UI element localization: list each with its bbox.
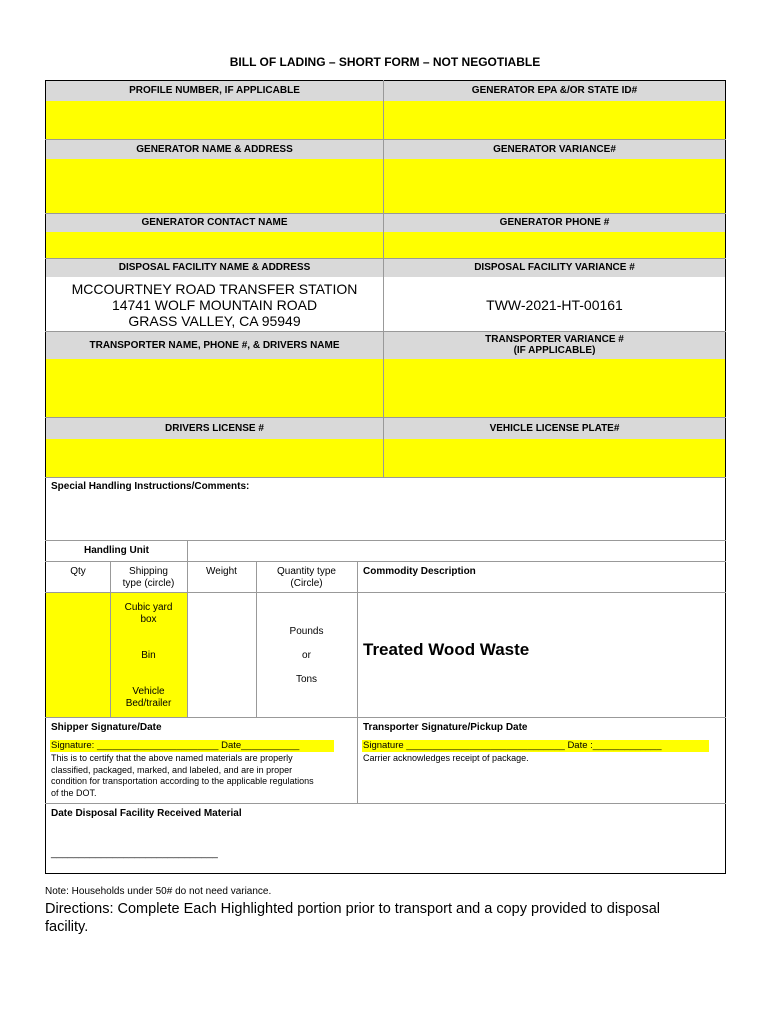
- shipper-certification: [51, 753, 356, 799]
- hline-331: [45, 331, 726, 332]
- weight-label: Weight: [206, 566, 237, 577]
- date-received-line[interactable]: ______________________________: [51, 848, 218, 859]
- certify-line-1: This is to certify that the above named materials are properly: [51, 753, 293, 763]
- hline-139: [45, 139, 726, 140]
- generator-contact-field[interactable]: [46, 232, 383, 258]
- option-or: or: [302, 650, 311, 661]
- shipping-line-2: type (circle): [122, 578, 175, 589]
- header-disposal-facility: DISPOSAL FACILITY NAME & ADDRESS: [46, 258, 383, 277]
- header-disposal-variance: DISPOSAL FACILITY VARIANCE #: [384, 258, 725, 277]
- vehicle-plate-field[interactable]: [384, 439, 725, 477]
- hline-213: [45, 213, 726, 214]
- cubic-line-2: box: [140, 614, 157, 625]
- transporter-heading: Transporter Signature/Pickup Date: [363, 722, 528, 733]
- transporter-signature-line: Signature ______________________________ Date :_____________: [363, 740, 662, 751]
- commodity-value: Treated Wood Waste: [363, 640, 530, 659]
- hline-803: [45, 803, 726, 804]
- disposal-variance-value: TWW-2021-HT-00161: [486, 297, 623, 313]
- qty-label: Qty: [70, 566, 86, 577]
- option-cubic-yard-box[interactable]: [110, 602, 187, 626]
- hline-717: [45, 717, 726, 718]
- shipping-type-label: [110, 566, 187, 590]
- vline-357: [357, 561, 358, 803]
- commodity-label: Commodity Description: [363, 566, 476, 577]
- header-drivers-license: DRIVERS LICENSE #: [46, 417, 383, 439]
- transporter-variance-field[interactable]: [384, 359, 725, 417]
- vline-110: [110, 561, 111, 717]
- header-generator-contact: GENERATOR CONTACT NAME: [46, 213, 383, 232]
- profile-number-field[interactable]: [46, 101, 383, 139]
- header-generator-phone: GENERATOR PHONE #: [384, 213, 725, 232]
- hline-477: [45, 477, 726, 478]
- hline-258: [45, 258, 726, 259]
- hline-417: [45, 417, 726, 418]
- quantity-line-2: (Circle): [290, 578, 323, 589]
- certify-line-4: of the DOT.: [51, 787, 97, 798]
- header-generator-variance: GENERATOR VARIANCE#: [384, 139, 725, 159]
- households-note: Note: Households under 50# do not need variance.: [45, 886, 272, 897]
- cubic-line-1: Cubic yard: [124, 602, 173, 613]
- transporter-name-field[interactable]: [46, 359, 383, 417]
- option-tons[interactable]: Tons: [295, 674, 318, 685]
- disposal-line-1: MCCOURTNEY ROAD TRANSFER STATION: [71, 281, 358, 297]
- generator-name-field[interactable]: [46, 159, 383, 213]
- header-transporter-variance: [384, 331, 725, 359]
- option-bin[interactable]: Bin: [141, 650, 156, 661]
- handling-unit-label: Handling Unit: [84, 545, 149, 556]
- shipper-heading: Shipper Signature/Date: [51, 722, 162, 733]
- hline-592: [45, 592, 726, 593]
- border-top: [45, 80, 726, 81]
- certify-line-3: condition for transportation according to the applicable regulations: [51, 776, 314, 786]
- border-bottom: [45, 873, 726, 874]
- header-transporter-name: TRANSPORTER NAME, PHONE #, & DRIVERS NAME: [46, 331, 383, 359]
- date-received-heading: Date Disposal Facility Received Material: [51, 808, 242, 819]
- special-handling-label: Special Handling Instructions/Comments:: [51, 481, 250, 492]
- header-generator-name: GENERATOR NAME & ADDRESS: [46, 139, 383, 159]
- disposal-line-2: 14741 WOLF MOUNTAIN ROAD: [111, 297, 318, 313]
- generator-epa-field[interactable]: [384, 101, 725, 139]
- certify-line-2: classified, packaged, marked, and labeled, and are in proper: [51, 764, 293, 775]
- form-title: BILL OF LADING – SHORT FORM – NOT NEGOTIABLE: [229, 55, 541, 69]
- option-vehicle-bed[interactable]: [110, 686, 187, 710]
- shipper-signature-line: Signature: _______________________ Date___________: [51, 740, 300, 751]
- generator-variance-field[interactable]: [384, 159, 725, 213]
- disposal-line-3: GRASS VALLEY, CA 95949: [128, 313, 301, 329]
- header-profile-number: PROFILE NUMBER, IF APPLICABLE: [46, 80, 383, 101]
- directions-line-2: facility.: [45, 919, 89, 935]
- option-pounds[interactable]: Pounds: [289, 626, 324, 637]
- header-vehicle-plate: VEHICLE LICENSE PLATE#: [384, 417, 725, 439]
- vehicle-line-1: Vehicle: [132, 686, 165, 697]
- transporter-variance-line-2: (IF APPLICABLE): [513, 345, 596, 356]
- directions-line-1: Directions: Complete Each Highlighted portion prior to transport and a copy provided to disposal: [45, 901, 660, 917]
- carrier-acknowledgement: Carrier acknowledges receipt of package.: [363, 753, 529, 763]
- qty-field[interactable]: [46, 593, 110, 717]
- hline-561: [45, 561, 726, 562]
- generator-phone-field[interactable]: [384, 232, 725, 258]
- transporter-variance-line-1: TRANSPORTER VARIANCE #: [485, 334, 624, 345]
- directions: [45, 900, 735, 936]
- shipping-line-1: Shipping: [129, 566, 168, 577]
- header-generator-epa: GENERATOR EPA &/OR STATE ID#: [384, 80, 725, 101]
- hline-540: [45, 540, 726, 541]
- drivers-license-field[interactable]: [46, 439, 383, 477]
- quantity-line-1: Quantity type: [277, 566, 336, 577]
- quantity-type-label: [256, 566, 357, 590]
- disposal-facility-address: [46, 281, 383, 329]
- vline-256: [256, 561, 257, 717]
- vline-187-a: [187, 540, 188, 717]
- vehicle-line-2: Bed/trailer: [125, 698, 172, 709]
